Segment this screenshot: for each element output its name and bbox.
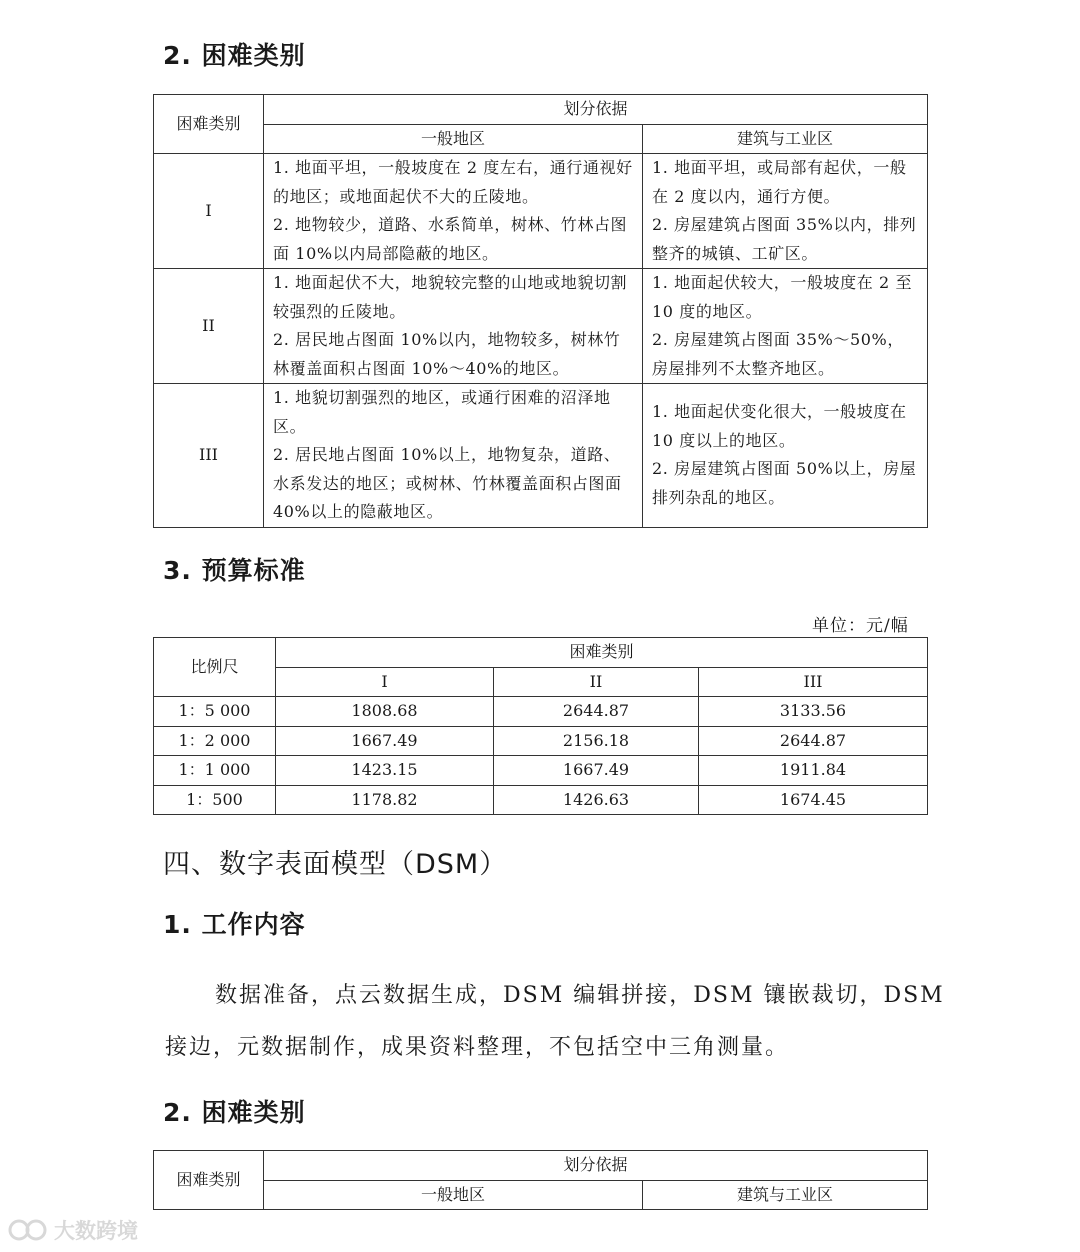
criteria-item: 1. 地面起伏较大，一般坡度在 2 至 10 度的地区。	[652, 273, 913, 321]
price-cell: 2156.18	[494, 726, 699, 756]
category-cell: III	[154, 384, 264, 528]
header-level: I	[276, 667, 494, 697]
criteria-item: 1. 地面起伏变化很大，一般坡度在 10 度以上的地区。	[652, 402, 907, 450]
header-category: 困难类别	[154, 1151, 264, 1210]
category-cell: II	[154, 269, 264, 384]
general-criteria-cell	[264, 154, 643, 269]
scale-cell: 1：1 000	[154, 756, 276, 786]
price-cell: 2644.87	[494, 697, 699, 727]
building-criteria-cell	[643, 384, 928, 528]
price-cell: 1667.49	[494, 756, 699, 786]
work-content-line-1: 数据准备，点云数据生成，DSM 编辑拼接，DSM 镶嵌裁切，DSM	[215, 983, 945, 1008]
criteria-item: 1. 地貌切割强烈的地区，或通行困难的沼泽地区。	[273, 388, 611, 436]
header-category: 困难类别	[154, 95, 264, 154]
unit-label: 单位：元/幅	[812, 616, 909, 636]
header-category: 困难类别	[276, 638, 928, 668]
watermark	[6, 1215, 138, 1245]
section-heading-difficulty: 2. 困难类别	[163, 41, 306, 70]
price-cell: 1426.63	[494, 785, 699, 815]
price-cell: 1423.15	[276, 756, 494, 786]
criteria-item: 2. 地物较少，道路、水系简单，树林、竹林占图面 10%以内局部隐蔽的地区。	[273, 215, 628, 263]
criteria-item: 2. 房屋建筑占图面 35%～50%，房屋排列不太整齐地区。	[652, 330, 904, 378]
work-content-line-2: 接边，元数据制作，成果资料整理，不包括空中三角测量。	[165, 1035, 790, 1060]
criteria-item: 1. 地面平坦，一般坡度在 2 度左右，通行通视好的地区；或地面起伏不大的丘陵地。	[273, 158, 633, 206]
header-building: 建筑与工业区	[643, 124, 928, 154]
category-cell: I	[154, 154, 264, 269]
scale-cell: 1：2 000	[154, 726, 276, 756]
price-cell: 1808.68	[276, 697, 494, 727]
criteria-item: 2. 居民地占图面 10%以上，地物复杂，道路、水系发达的地区；或树林、竹林覆盖面积占图面 40%以上的隐蔽地区。	[273, 445, 622, 521]
general-criteria-cell	[264, 269, 643, 384]
criteria-item: 1. 地面起伏不大，地貌较完整的山地或地貌切割较强烈的丘陵地。	[273, 273, 628, 321]
section-heading-dsm: 四、数字表面模型（DSM）	[163, 849, 508, 880]
scale-cell: 1：500	[154, 785, 276, 815]
price-cell: 2644.87	[699, 726, 928, 756]
building-criteria-cell	[643, 154, 928, 269]
header-general: 一般地区	[264, 1180, 643, 1210]
criteria-item: 2. 房屋建筑占图面 50%以上，房屋排列杂乱的地区。	[652, 459, 917, 507]
price-cell: 1178.82	[276, 785, 494, 815]
criteria-item: 2. 居民地占图面 10%以内，地物较多，树林竹林覆盖面积占图面 10%～40%的地区。	[273, 330, 621, 378]
difficulty-table	[153, 94, 928, 528]
watermark-text: 大数跨境	[54, 1219, 138, 1243]
header-basis: 划分依据	[264, 95, 928, 125]
price-cell: 1674.45	[699, 785, 928, 815]
header-basis: 划分依据	[264, 1151, 928, 1181]
price-cell: 1667.49	[276, 726, 494, 756]
criteria-item: 1. 地面平坦，或局部有起伏，一般在 2 度以内，通行方便。	[652, 158, 907, 206]
section-heading-budget: 3. 预算标准	[163, 556, 306, 585]
watermark-logo-icon	[6, 1217, 50, 1243]
header-building: 建筑与工业区	[643, 1180, 928, 1210]
header-scale: 比例尺	[154, 638, 276, 697]
scale-cell: 1：5 000	[154, 697, 276, 727]
header-level: III	[699, 667, 928, 697]
general-criteria-cell	[264, 384, 643, 528]
header-general: 一般地区	[264, 124, 643, 154]
criteria-item: 2. 房屋建筑占图面 35%以内，排列整齐的城镇、工矿区。	[652, 215, 917, 263]
header-level: II	[494, 667, 699, 697]
price-cell: 3133.56	[699, 697, 928, 727]
difficulty-table-2	[153, 1150, 928, 1210]
price-cell: 1911.84	[699, 756, 928, 786]
section-heading-work: 1. 工作内容	[163, 910, 306, 939]
section-heading-difficulty-2: 2. 困难类别	[163, 1098, 306, 1127]
building-criteria-cell	[643, 269, 928, 384]
budget-table	[153, 637, 928, 815]
